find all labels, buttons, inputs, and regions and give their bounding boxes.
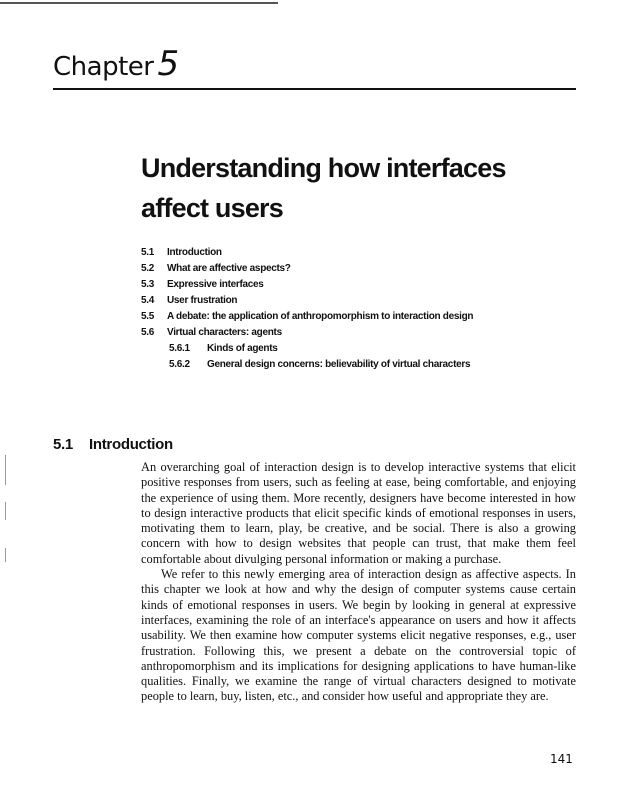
chapter-rule <box>53 88 576 90</box>
paragraph: An overarching goal of interaction design is to develop interactive systems that elicit positive responses from users, such as feeling at ease, being comfortable, and enjoying the experience of using them. More recently, designers have become interested in how to design interactive products that elicit specific kinds of emotional responses in users, motivating them to learn, play, be creative, and be social. There is also a growing concern with how to design websites that people can trust, that make them feel comfortable about divulging personal information or making a purchase. <box>141 460 576 566</box>
toc-number: 5.4 <box>141 295 155 306</box>
paragraph: We refer to this newly emerging area of interaction design as affective aspects. In this chapter we look at how and why the design of computer systems cause certain kinds of emotional responses in users. We begin by looking in general at expressive interfaces, examining the role of an interface's appearance on users and how it affects usability. We then examine how computer systems elicit negative responses, e.g., user frustration. Following this, we present a debate on the controversial topic of anthropomorphism and its implications for designing applications to have human-like qualities. Finally, we examine the range of virtual characters designed to motivate people to learn, buy, listen, etc., and consider how useful and appropriate they are. <box>141 567 576 704</box>
toc-entry <box>141 325 601 341</box>
section-title: Introduction <box>89 436 173 453</box>
section-heading <box>53 436 173 453</box>
toc-label: General design concerns: believability of virtual characters <box>207 359 471 370</box>
toc-label: Introduction <box>167 247 222 258</box>
toc-number: 5.2 <box>141 263 155 274</box>
chapter-title: Understanding how interfaces affect users <box>141 153 506 223</box>
toc-label: Virtual characters: agents <box>167 327 282 338</box>
body-text <box>141 460 576 705</box>
toc-number: 5.6 <box>141 327 155 338</box>
toc-number: 5.6.1 <box>169 343 190 354</box>
chapter-heading <box>53 44 179 84</box>
table-of-contents <box>141 245 601 373</box>
toc-number: 5.6.2 <box>169 359 190 370</box>
toc-label: A debate: the application of anthropomorphism to interaction design <box>167 311 474 322</box>
toc-label: Kinds of agents <box>207 343 278 354</box>
toc-entry <box>141 261 601 277</box>
chapter-word: Chapter <box>53 52 154 82</box>
toc-label: What are affective aspects? <box>167 263 291 274</box>
toc-subentry <box>141 357 601 373</box>
toc-entry <box>141 277 601 293</box>
toc-entry <box>141 293 601 309</box>
scan-edge-line <box>0 2 278 4</box>
toc-entry <box>141 245 601 261</box>
toc-label: Expressive interfaces <box>167 279 264 290</box>
page-number: 141 <box>550 752 573 766</box>
toc-number: 5.5 <box>141 311 155 322</box>
toc-entry <box>141 309 601 325</box>
margin-mark <box>5 548 6 562</box>
section-number: 5.1 <box>53 436 73 453</box>
chapter-number: 5 <box>157 44 179 84</box>
toc-label: User frustration <box>167 295 238 306</box>
margin-mark <box>5 502 6 520</box>
toc-number: 5.3 <box>141 279 155 290</box>
margin-mark <box>5 455 6 485</box>
toc-subentry <box>141 341 601 357</box>
toc-number: 5.1 <box>141 247 155 258</box>
